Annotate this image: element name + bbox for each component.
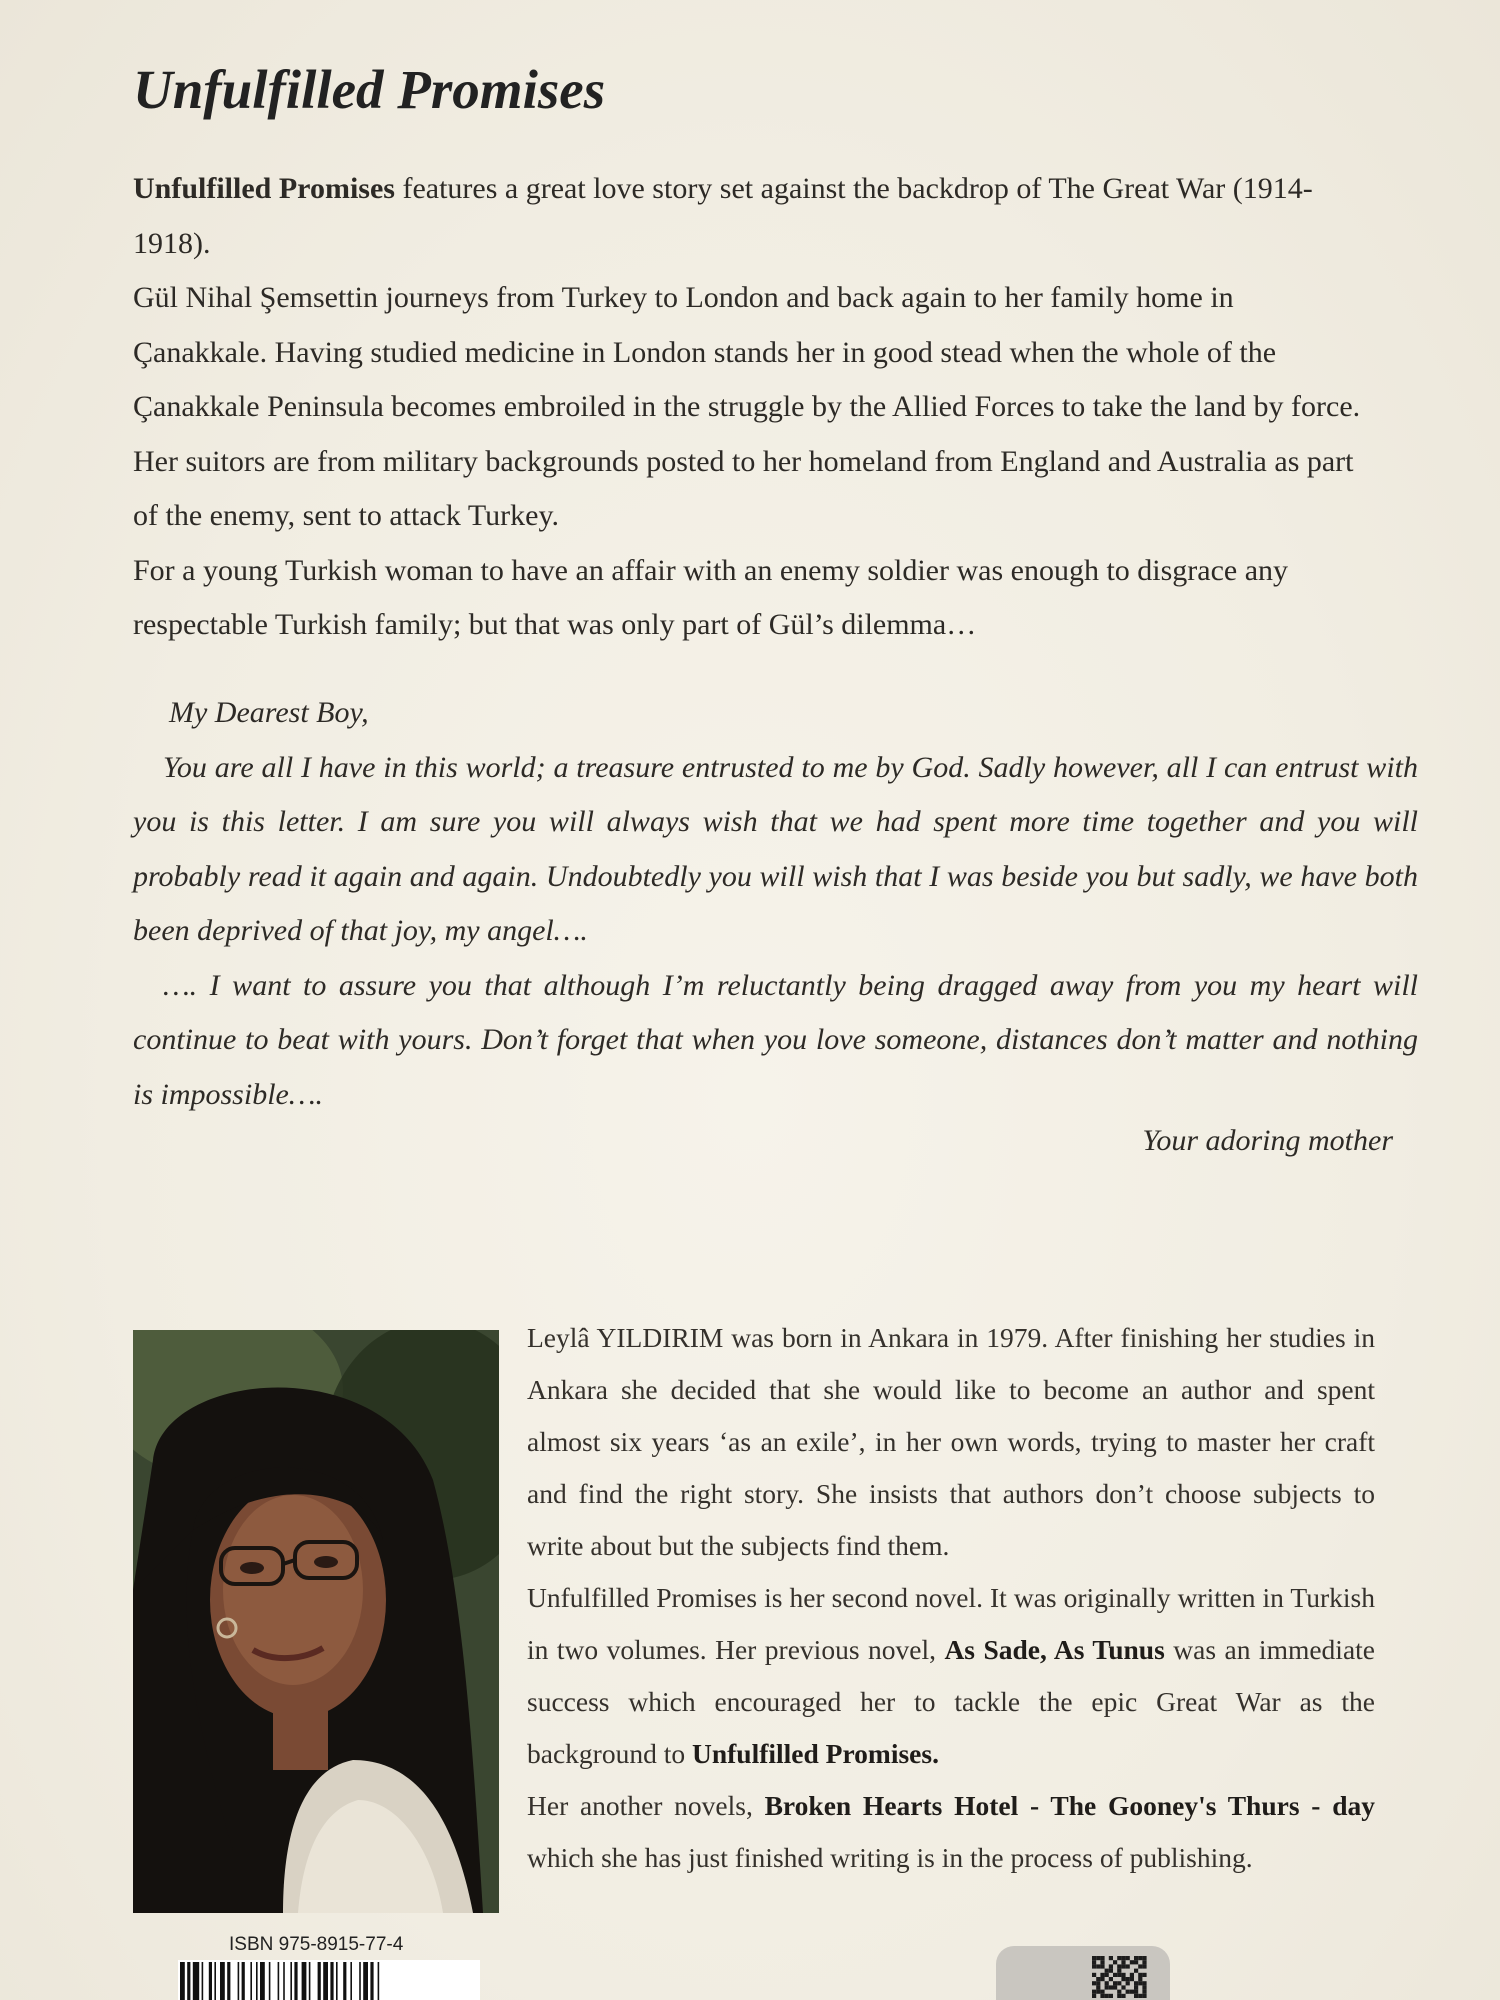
author-portrait-icon	[133, 1330, 499, 1913]
bio-text: Unfulfilled Promises is her second novel. It was originally written in Turkish in two volumes. Her previous novel,	[527, 1582, 1375, 1665]
bio-paragraph-3	[527, 1780, 1375, 1884]
blurb-intro: features a great love story set against the backdrop of The Great War (1914-1918).	[133, 172, 1313, 260]
barcode	[178, 1960, 480, 2000]
bio-intro: was born in Ankara in 1979. After finishing her studies in Ankara she decided that she would like to become an author and spent almost six years ‘as an exile’, in her own words, trying to master her craft and find the right story. She insists that authors don’t choose subjects to write about but the subjects find them.	[527, 1322, 1376, 1561]
bio-paragraph-1	[527, 1312, 1375, 1572]
blurb-paragraph-2: Gül Nihal Şemsettin journeys from Turkey to London and back again to her family home in Çanakkale. Having studied medicine in London stands her in good stead when the whole of the Çanakkale Peninsula becomes embroiled in the struggle by the Allied Forces to take the land by force. Her suitors are from military backgrounds posted to her homeland from England and Australia as part of the enemy, sent to attack Turkey.	[133, 281, 1361, 532]
blurb-title-bold: Unfulfilled Promises	[133, 172, 395, 205]
author-bio	[527, 1312, 1375, 1884]
author-name: Leylâ YILDIRIM	[527, 1322, 724, 1353]
bio-text: Her another novels,	[527, 1790, 765, 1821]
qr-code-icon	[1092, 1956, 1148, 2000]
bio-upcoming-novel: Broken Hearts Hotel - The Gooney's Thurs - day	[764, 1790, 1375, 1821]
bio-text: which she has just finished writing is in the process of publishing.	[527, 1842, 1253, 1873]
bio-paragraph-2	[527, 1572, 1375, 1780]
letter-paragraph-1: You are all I have in this world; a treasure entrusted to me by God. Sadly however, all I can entrust with you is this letter. I am sure you will always wish that we had spent more time together and you will probably read it again and again. Undoubtedly you will wish that I was beside you but sadly, we have both been deprived of that joy, my angel….	[133, 750, 1418, 947]
bio-book-title: Unfulfilled Promises.	[691, 1738, 939, 1769]
bio-text: was an immediate success which encouraged her to tackle the epic Great War as the background to	[527, 1634, 1376, 1769]
letter-paragraph-2: …. I want to assure you that although I’m reluctantly being dragged away from you my heart will continue to beat with yours. Don’t forget that when you love someone, distances don’t matter and nothing is impossible….	[133, 968, 1418, 1111]
letter-salutation: My Dearest Boy,	[169, 696, 369, 729]
isbn-label: ISBN 975-8915-77-4	[229, 1934, 404, 1955]
book-title: Unfulfilled Promises	[133, 59, 606, 120]
bio-previous-novel: As Sade, As Tunus	[944, 1634, 1165, 1665]
blurb	[133, 162, 1373, 653]
blurb-paragraph-3: For a young Turkish woman to have an affair with an enemy soldier was enough to disgrace any respectable Turkish family; but that was only part of Gül’s dilemma…	[133, 553, 1289, 641]
qr-badge	[996, 1946, 1170, 2000]
author-photo	[133, 1330, 499, 1913]
blurb-paragraph-1	[133, 162, 1373, 271]
letter-signoff: Your adoring mother	[1142, 1124, 1393, 1157]
letter-excerpt	[133, 686, 1418, 1169]
